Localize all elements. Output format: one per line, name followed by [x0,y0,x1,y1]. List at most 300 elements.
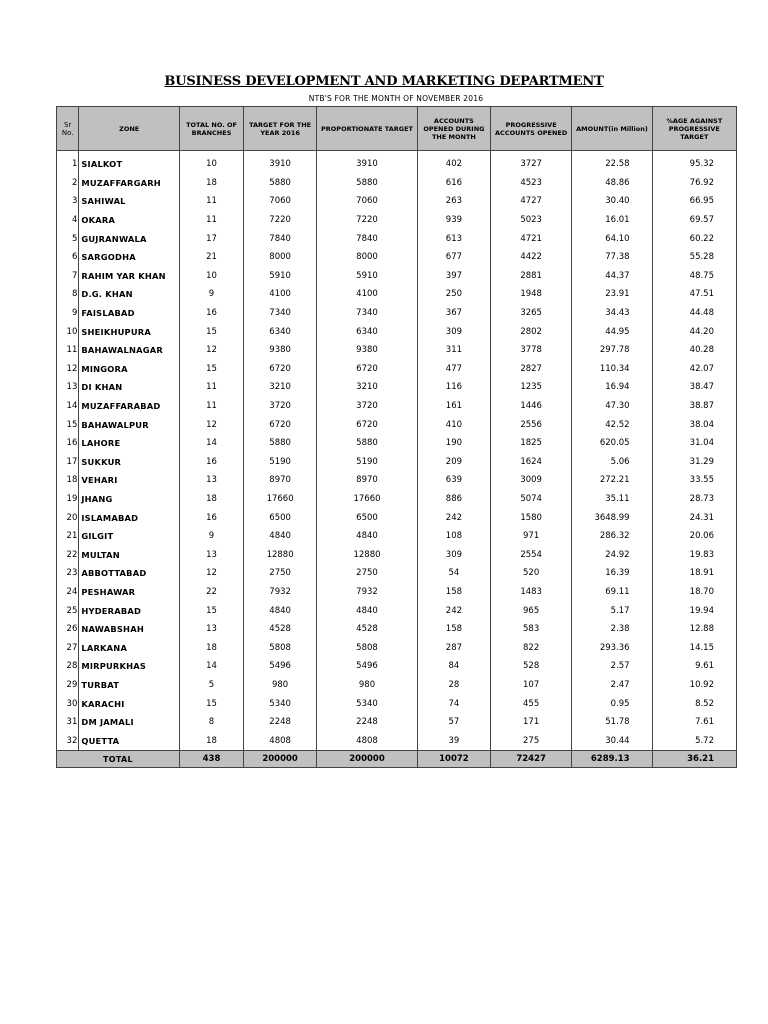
cell-proportionate: 7340 [317,304,418,323]
table-row [57,304,737,323]
cell-branches: 21 [179,248,243,267]
cell-progressive: 3778 [490,341,571,360]
cell-progressive: 965 [490,601,571,620]
cell-zone: NAWABSHAH [79,620,180,639]
table-row [57,527,737,546]
cell-sr: 18 [57,471,79,490]
cell-branches: 15 [179,694,243,713]
table-row [57,192,737,211]
cell-progressive: 2881 [490,267,571,286]
table-row [57,453,737,472]
cell-branches: 18 [179,490,243,509]
cell-proportionate: 17660 [317,490,418,509]
cell-target: 17660 [244,490,317,509]
cell-branches: 10 [179,151,243,174]
cell-branches: 15 [179,322,243,341]
cell-progressive: 2827 [490,360,571,379]
cell-accounts-month: 397 [417,267,490,286]
cell-proportionate: 5340 [317,694,418,713]
cell-accounts-month: 57 [417,713,490,732]
cell-zone: RAHIM YAR KHAN [79,267,180,286]
cell-sr: 4 [57,211,79,230]
cell-amount: 272.21 [572,471,652,490]
cell-amount: 110.34 [572,360,652,379]
cell-sr: 25 [57,601,79,620]
cell-target: 8000 [244,248,317,267]
cell-sr: 2 [57,174,79,193]
cell-sr: 19 [57,490,79,509]
table-row [57,360,737,379]
cell-proportionate: 5880 [317,174,418,193]
cell-accounts-month: 209 [417,453,490,472]
table-row [57,731,737,750]
cell-proportionate: 6340 [317,322,418,341]
cell-progressive: 4523 [490,174,571,193]
table-row [57,657,737,676]
cell-percent: 38.87 [652,397,736,416]
cell-accounts-month: 402 [417,151,490,174]
cell-sr: 29 [57,676,79,695]
cell-proportionate: 6720 [317,360,418,379]
cell-proportionate: 5910 [317,267,418,286]
cell-amount: 297.78 [572,341,652,360]
cell-amount: 0.95 [572,694,652,713]
cell-amount: 16.39 [572,564,652,583]
cell-proportionate: 4528 [317,620,418,639]
cell-target: 4100 [244,285,317,304]
cell-proportionate: 5190 [317,453,418,472]
cell-zone: SIALKOT [79,151,180,174]
cell-branches: 15 [179,360,243,379]
cell-sr: 6 [57,248,79,267]
total-progressive: 72427 [490,751,571,768]
cell-zone: JHANG [79,490,180,509]
table-row [57,676,737,695]
cell-percent: 76.92 [652,174,736,193]
cell-proportionate: 2750 [317,564,418,583]
cell-amount: 293.36 [572,638,652,657]
table-row [57,341,737,360]
cell-progressive: 2802 [490,322,571,341]
cell-amount: 16.01 [572,211,652,230]
cell-percent: 66.95 [652,192,736,211]
cell-percent: 19.94 [652,601,736,620]
cell-sr: 17 [57,453,79,472]
cell-progressive: 3265 [490,304,571,323]
cell-zone: TURBAT [79,676,180,695]
cell-amount: 44.37 [572,267,652,286]
header-zone: ZONE [79,107,180,151]
header-branches: TOTAL NO. OF BRANCHES [179,107,243,151]
cell-zone: VEHARI [79,471,180,490]
table-row [57,397,737,416]
cell-zone: ISLAMABAD [79,508,180,527]
header-accounts-month: ACCOUNTS OPENED DURING THE MONTH [417,107,490,151]
cell-zone: D.G. KHAN [79,285,180,304]
cell-proportionate: 7220 [317,211,418,230]
cell-target: 7840 [244,229,317,248]
cell-amount: 30.44 [572,731,652,750]
cell-percent: 95.32 [652,151,736,174]
cell-target: 6720 [244,360,317,379]
cell-accounts-month: 28 [417,676,490,695]
cell-zone: SHEIKHUPURA [79,322,180,341]
table-row [57,713,737,732]
table-row [57,151,737,174]
cell-percent: 8.52 [652,694,736,713]
cell-percent: 31.29 [652,453,736,472]
cell-proportionate: 6720 [317,415,418,434]
cell-sr: 23 [57,564,79,583]
cell-progressive: 171 [490,713,571,732]
cell-percent: 19.83 [652,545,736,564]
cell-target: 7340 [244,304,317,323]
cell-branches: 12 [179,415,243,434]
cell-progressive: 4422 [490,248,571,267]
cell-percent: 5.72 [652,731,736,750]
cell-percent: 48.75 [652,267,736,286]
cell-target: 5910 [244,267,317,286]
cell-accounts-month: 309 [417,545,490,564]
cell-progressive: 1446 [490,397,571,416]
cell-target: 3210 [244,378,317,397]
cell-sr: 16 [57,434,79,453]
cell-zone: FAISLABAD [79,304,180,323]
cell-progressive: 971 [490,527,571,546]
cell-branches: 13 [179,620,243,639]
total-amount: 6289.13 [572,751,652,768]
report-title: BUSINESS DEVELOPMENT AND MARKETING DEPARTMENT [164,74,604,89]
cell-percent: 42.07 [652,360,736,379]
cell-proportionate: 12880 [317,545,418,564]
cell-amount: 5.06 [572,453,652,472]
cell-zone: ABBOTTABAD [79,564,180,583]
cell-branches: 11 [179,192,243,211]
cell-proportionate: 7840 [317,229,418,248]
cell-amount: 286.32 [572,527,652,546]
cell-target: 9380 [244,341,317,360]
cell-amount: 42.52 [572,415,652,434]
cell-progressive: 4727 [490,192,571,211]
table-row [57,248,737,267]
header-sr: Sr No. [57,107,79,151]
cell-proportionate: 3910 [317,151,418,174]
cell-proportionate: 5496 [317,657,418,676]
cell-branches: 17 [179,229,243,248]
cell-branches: 5 [179,676,243,695]
cell-amount: 44.95 [572,322,652,341]
cell-target: 2248 [244,713,317,732]
table-row [57,545,737,564]
cell-sr: 30 [57,694,79,713]
cell-amount: 30.40 [572,192,652,211]
cell-accounts-month: 263 [417,192,490,211]
cell-proportionate: 8970 [317,471,418,490]
cell-accounts-month: 158 [417,620,490,639]
cell-sr: 1 [57,151,79,174]
cell-amount: 5.17 [572,601,652,620]
cell-amount: 35.11 [572,490,652,509]
cell-accounts-month: 886 [417,490,490,509]
cell-branches: 10 [179,267,243,286]
cell-progressive: 520 [490,564,571,583]
table-row [57,211,737,230]
cell-accounts-month: 616 [417,174,490,193]
cell-progressive: 583 [490,620,571,639]
cell-zone: PESHAWAR [79,583,180,602]
table-row [57,490,737,509]
cell-progressive: 5074 [490,490,571,509]
cell-sr: 27 [57,638,79,657]
cell-proportionate: 4808 [317,731,418,750]
cell-target: 980 [244,676,317,695]
table-row [57,564,737,583]
cell-percent: 7.61 [652,713,736,732]
table-row [57,378,737,397]
cell-sr: 12 [57,360,79,379]
cell-sr: 31 [57,713,79,732]
cell-progressive: 107 [490,676,571,695]
cell-target: 4808 [244,731,317,750]
cell-zone: SARGODHA [79,248,180,267]
cell-sr: 5 [57,229,79,248]
cell-target: 5880 [244,174,317,193]
total-branches: 438 [179,751,243,768]
cell-branches: 16 [179,304,243,323]
cell-amount: 2.38 [572,620,652,639]
cell-percent: 10.92 [652,676,736,695]
cell-sr: 9 [57,304,79,323]
table-row [57,620,737,639]
cell-progressive: 1483 [490,583,571,602]
cell-zone: DI KHAN [79,378,180,397]
cell-proportionate: 980 [317,676,418,695]
cell-target: 4528 [244,620,317,639]
cell-accounts-month: 410 [417,415,490,434]
cell-progressive: 3009 [490,471,571,490]
table-row [57,415,737,434]
cell-progressive: 2556 [490,415,571,434]
cell-percent: 9.61 [652,657,736,676]
cell-proportionate: 5880 [317,434,418,453]
cell-progressive: 2554 [490,545,571,564]
cell-percent: 20.06 [652,527,736,546]
cell-zone: LAHORE [79,434,180,453]
cell-target: 3910 [244,151,317,174]
cell-accounts-month: 311 [417,341,490,360]
cell-branches: 16 [179,453,243,472]
table-header-row [57,107,737,151]
cell-proportionate: 8000 [317,248,418,267]
cell-branches: 11 [179,397,243,416]
table-row [57,508,737,527]
cell-branches: 9 [179,285,243,304]
total-proportionate: 200000 [317,751,418,768]
cell-target: 4840 [244,527,317,546]
cell-accounts-month: 242 [417,601,490,620]
cell-progressive: 1580 [490,508,571,527]
cell-progressive: 3727 [490,151,571,174]
cell-zone: GILGIT [79,527,180,546]
cell-accounts-month: 84 [417,657,490,676]
cell-branches: 15 [179,601,243,620]
cell-progressive: 4721 [490,229,571,248]
cell-zone: BAHAWALPUR [79,415,180,434]
cell-branches: 13 [179,471,243,490]
cell-branches: 11 [179,211,243,230]
cell-zone: SAHIWAL [79,192,180,211]
table-row [57,694,737,713]
report-subtitle: NTB'S FOR THE MONTH OF NOVEMBER 2016 [308,94,484,103]
cell-percent: 38.47 [652,378,736,397]
cell-zone: MINGORA [79,360,180,379]
cell-percent: 38.04 [652,415,736,434]
cell-percent: 12.88 [652,620,736,639]
cell-accounts-month: 287 [417,638,490,657]
table-row [57,601,737,620]
cell-progressive: 5023 [490,211,571,230]
cell-zone: MULTAN [79,545,180,564]
cell-sr: 13 [57,378,79,397]
cell-percent: 33.55 [652,471,736,490]
table-row [57,229,737,248]
cell-progressive: 1825 [490,434,571,453]
cell-sr: 28 [57,657,79,676]
cell-percent: 47.51 [652,285,736,304]
cell-target: 6500 [244,508,317,527]
total-row [57,751,737,768]
cell-zone: MUZAFFARABAD [79,397,180,416]
cell-proportionate: 7932 [317,583,418,602]
cell-accounts-month: 116 [417,378,490,397]
cell-amount: 22.58 [572,151,652,174]
cell-target: 5496 [244,657,317,676]
cell-accounts-month: 639 [417,471,490,490]
cell-sr: 21 [57,527,79,546]
cell-accounts-month: 367 [417,304,490,323]
cell-target: 6340 [244,322,317,341]
cell-branches: 18 [179,731,243,750]
cell-branches: 12 [179,341,243,360]
cell-target: 12880 [244,545,317,564]
cell-accounts-month: 108 [417,527,490,546]
cell-proportionate: 3210 [317,378,418,397]
total-label: TOTAL [57,751,180,768]
total-target: 200000 [244,751,317,768]
cell-target: 7220 [244,211,317,230]
header-amount: AMOUNT(in Million) [572,107,652,151]
cell-percent: 44.48 [652,304,736,323]
cell-percent: 55.28 [652,248,736,267]
cell-accounts-month: 939 [417,211,490,230]
cell-amount: 2.47 [572,676,652,695]
cell-target: 5808 [244,638,317,657]
cell-accounts-month: 74 [417,694,490,713]
cell-amount: 34.43 [572,304,652,323]
cell-amount: 51.78 [572,713,652,732]
table-row [57,174,737,193]
cell-branches: 16 [179,508,243,527]
cell-amount: 620.05 [572,434,652,453]
cell-sr: 26 [57,620,79,639]
cell-accounts-month: 477 [417,360,490,379]
header-target: TARGET FOR THE YEAR 2016 [244,107,317,151]
cell-sr: 10 [57,322,79,341]
cell-amount: 24.92 [572,545,652,564]
cell-accounts-month: 242 [417,508,490,527]
cell-branches: 12 [179,564,243,583]
cell-sr: 32 [57,731,79,750]
cell-sr: 14 [57,397,79,416]
cell-percent: 44.20 [652,322,736,341]
table-row [57,267,737,286]
header-proportionate: PROPORTIONATE TARGET [317,107,418,151]
cell-amount: 23.91 [572,285,652,304]
cell-progressive: 1624 [490,453,571,472]
cell-branches: 9 [179,527,243,546]
cell-percent: 60.22 [652,229,736,248]
cell-amount: 2.57 [572,657,652,676]
cell-percent: 18.70 [652,583,736,602]
cell-zone: MIRPURKHAS [79,657,180,676]
cell-accounts-month: 677 [417,248,490,267]
cell-amount: 48.86 [572,174,652,193]
cell-amount: 47.30 [572,397,652,416]
table-row [57,285,737,304]
cell-accounts-month: 190 [417,434,490,453]
cell-proportionate: 5808 [317,638,418,657]
cell-amount: 64.10 [572,229,652,248]
cell-progressive: 1948 [490,285,571,304]
cell-branches: 22 [179,583,243,602]
cell-proportionate: 9380 [317,341,418,360]
cell-zone: LARKANA [79,638,180,657]
total-percent: 36.21 [652,751,736,768]
table-row [57,638,737,657]
cell-percent: 18.91 [652,564,736,583]
cell-sr: 8 [57,285,79,304]
cell-proportionate: 7060 [317,192,418,211]
cell-branches: 14 [179,657,243,676]
cell-percent: 24.31 [652,508,736,527]
cell-amount: 69.11 [572,583,652,602]
cell-progressive: 528 [490,657,571,676]
cell-amount: 3648.99 [572,508,652,527]
cell-zone: HYDERABAD [79,601,180,620]
table-body [57,151,737,751]
cell-progressive: 275 [490,731,571,750]
total-accounts-month: 10072 [417,751,490,768]
cell-target: 2750 [244,564,317,583]
cell-sr: 20 [57,508,79,527]
cell-percent: 14.15 [652,638,736,657]
cell-progressive: 822 [490,638,571,657]
cell-branches: 18 [179,638,243,657]
cell-proportionate: 4840 [317,601,418,620]
report-table [56,106,737,768]
cell-zone: SUKKUR [79,453,180,472]
table-row [57,583,737,602]
cell-zone: MUZAFFARGARH [79,174,180,193]
cell-target: 7060 [244,192,317,211]
cell-sr: 3 [57,192,79,211]
cell-sr: 15 [57,415,79,434]
cell-branches: 14 [179,434,243,453]
cell-target: 7932 [244,583,317,602]
cell-accounts-month: 309 [417,322,490,341]
cell-target: 3720 [244,397,317,416]
header-progressive: PROGRESSIVE ACCOUNTS OPENED [490,107,571,151]
